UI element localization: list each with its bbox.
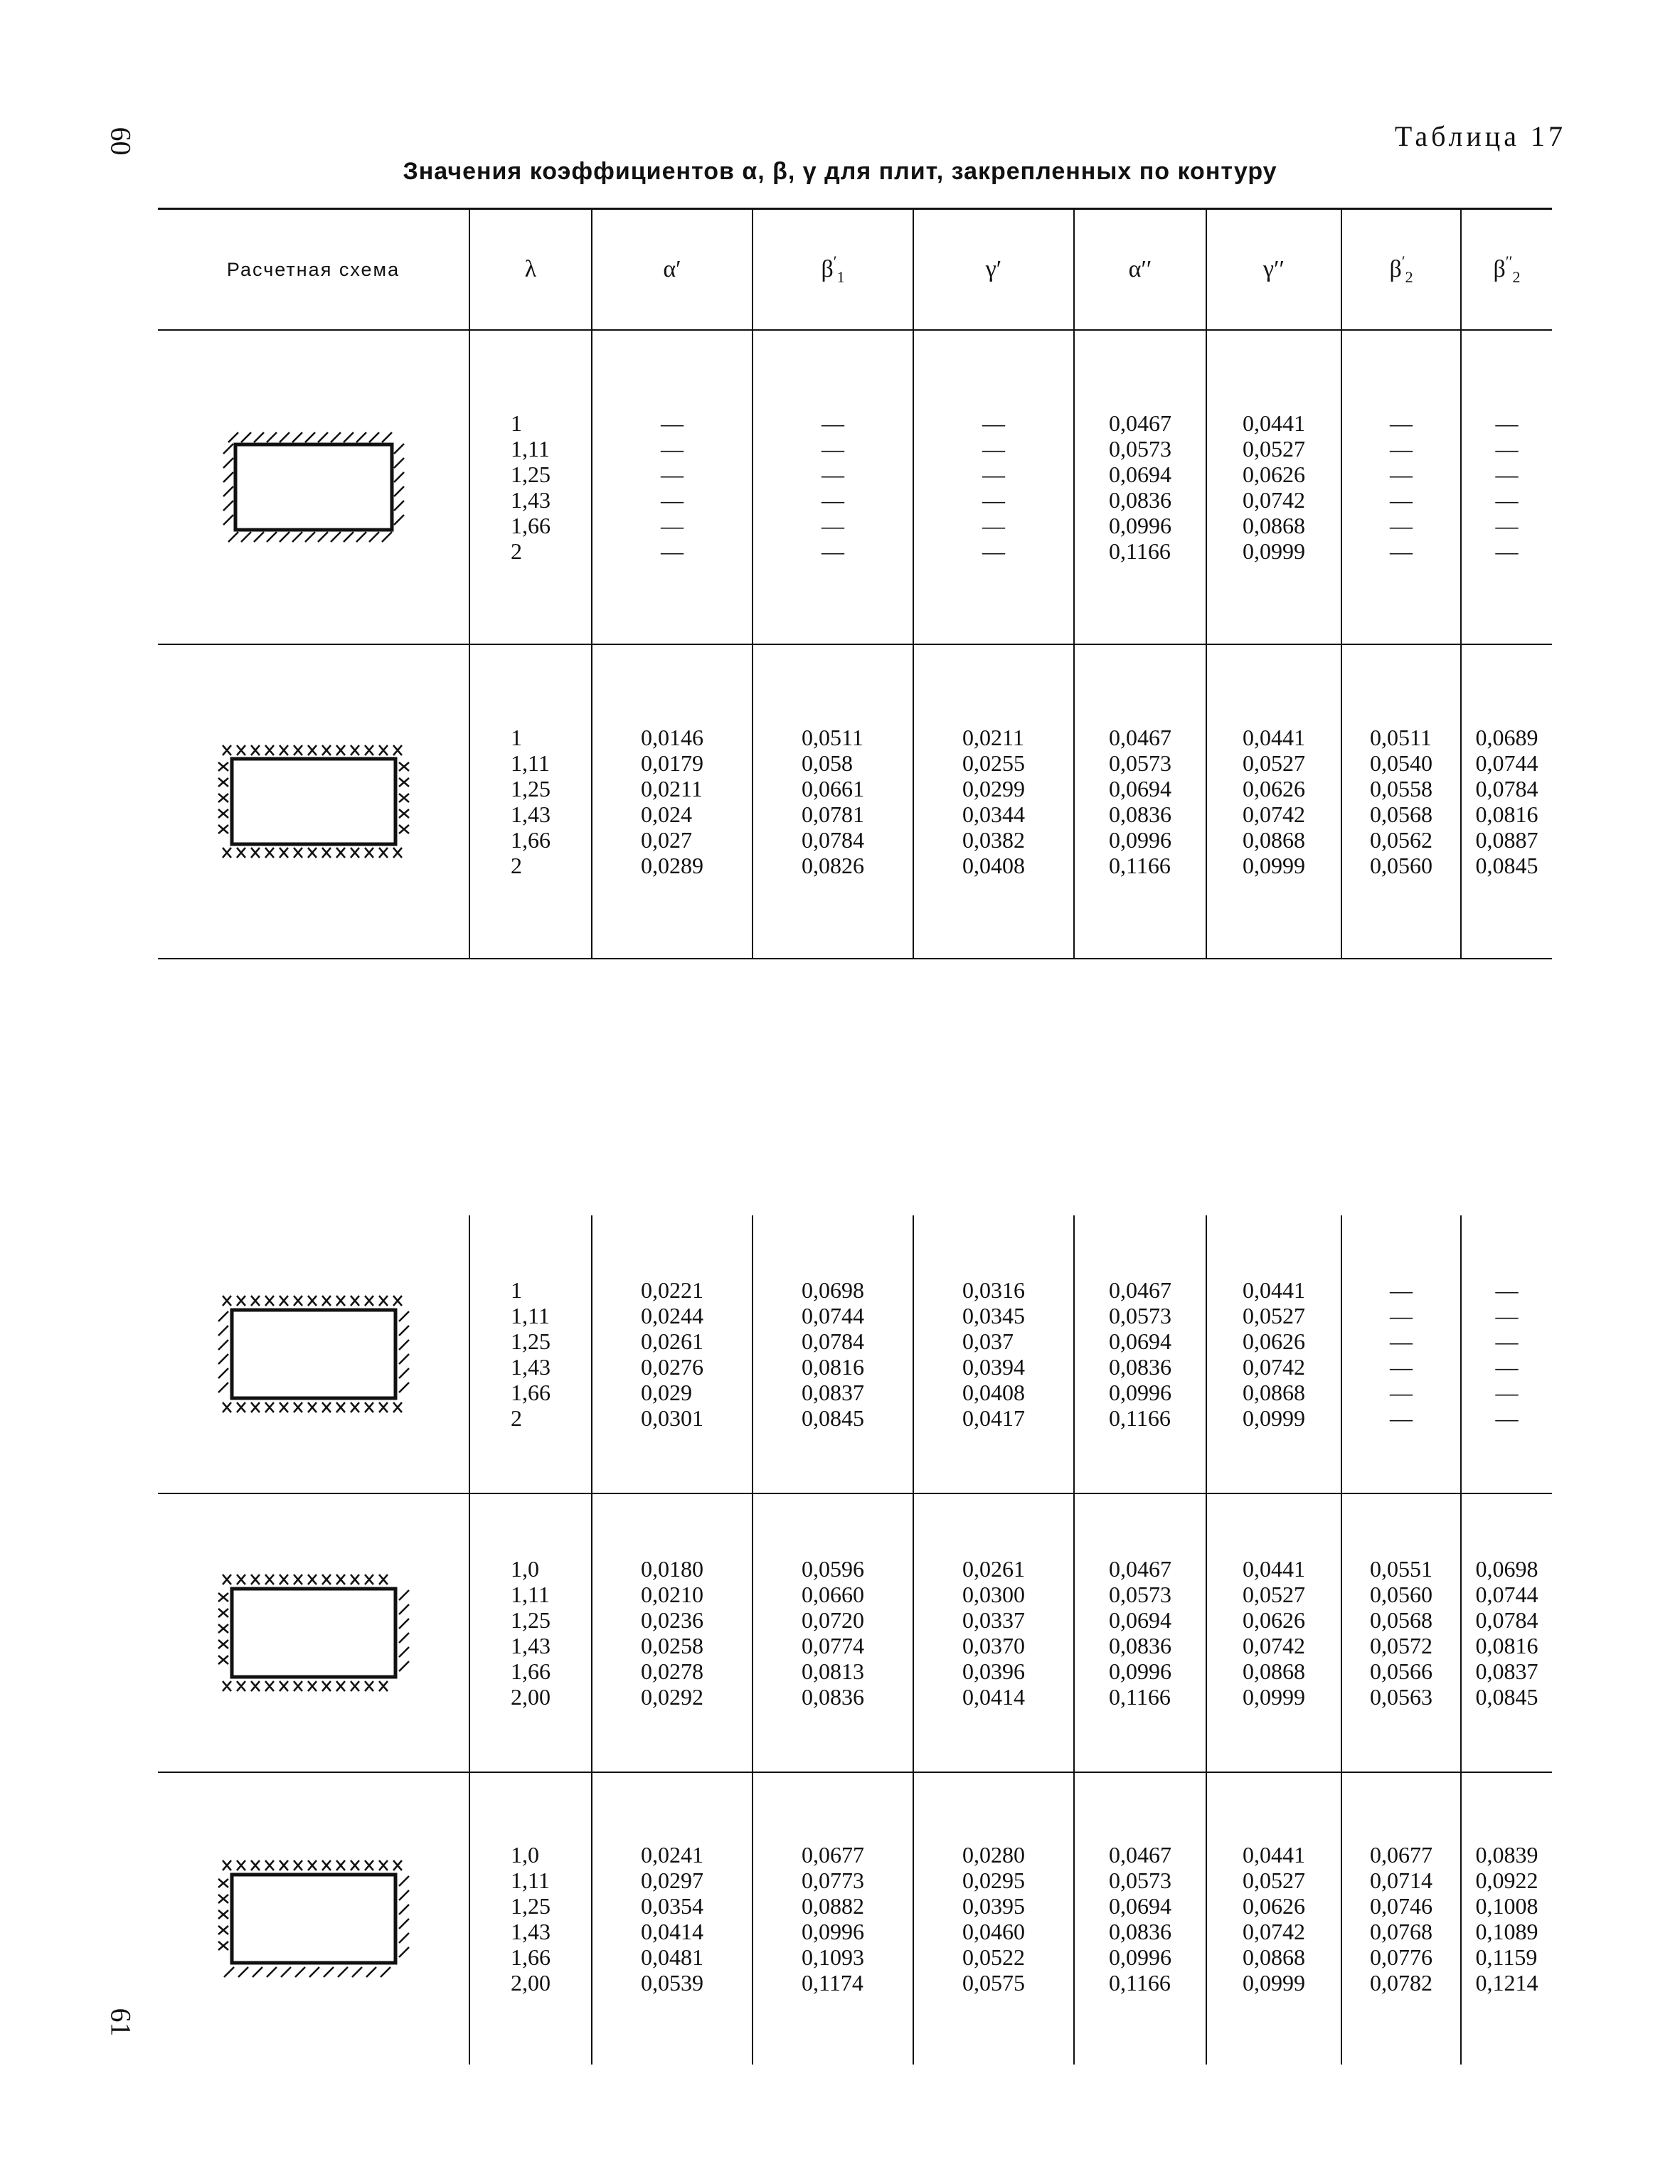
alpha1-values: 0,0241 0,0297 0,0354 0,0414 0,0481 0,0539: [641, 1842, 703, 1996]
scheme-cell: [158, 1493, 469, 1772]
lambda-values: 1 1,11 1,25 1,43 1,66 2: [511, 725, 551, 878]
header-lambda: λ: [469, 209, 592, 331]
alpha2-values: 0,0467 0,0573 0,0694 0,0836 0,0996 0,1166: [1109, 1277, 1171, 1431]
table-row: [158, 1493, 1552, 1772]
beta2-values: 0,0677 0,0714 0,0746 0,0768 0,0776 0,0782: [1370, 1842, 1432, 1996]
table-row: [158, 330, 1552, 644]
beta2-index: 2: [1405, 268, 1413, 286]
scheme-two-clamped-icon: [214, 1855, 413, 1983]
beta22-symbol: β: [1493, 256, 1506, 282]
beta1-prime: ′: [833, 252, 837, 270]
beta22-values: 0,0698 0,0744 0,0784 0,0816 0,0837 0,0845: [1475, 1556, 1538, 1710]
scheme-cell: [158, 1772, 469, 2065]
page-number-top: 60: [105, 127, 137, 156]
gamma2-values: 0,0441 0,0527 0,0626 0,0742 0,0868 0,0999: [1243, 410, 1305, 564]
alpha2-values: 0,0467 0,0573 0,0694 0,0836 0,0996 0,1166: [1109, 410, 1171, 564]
gamma1-values: 0,0316 0,0345 0,037 0,0394 0,0408 0,0417: [962, 1277, 1025, 1431]
alpha2-values: 0,0467 0,0573 0,0694 0,0836 0,0996 0,1166: [1109, 725, 1171, 878]
gamma2-values: 0,0441 0,0527 0,0626 0,0742 0,0868 0,0999: [1243, 1277, 1305, 1431]
beta1-index: 1: [836, 268, 845, 286]
beta2-values: 0,0511 0,0540 0,0558 0,0568 0,0562 0,0560: [1370, 725, 1432, 878]
beta1-values: 0,0698 0,0744 0,0784 0,0816 0,0837 0,0845: [802, 1277, 864, 1431]
table-label: Таблица 17: [1394, 120, 1566, 152]
alpha1-values: 0,0146 0,0179 0,0211 0,024 0,027 0,0289: [641, 725, 703, 878]
beta1-values: 0,0596 0,0660 0,0720 0,0774 0,0813 0,0836: [802, 1556, 864, 1710]
beta2-prime: ′: [1401, 252, 1405, 270]
gamma2-values: 0,0441 0,0527 0,0626 0,0742 0,0868 0,0999: [1243, 1556, 1305, 1710]
alpha1-values: 0,0180 0,0210 0,0236 0,0258 0,0278 0,0292: [641, 1556, 703, 1710]
table-row: [158, 1215, 1552, 1493]
table-gap: [158, 959, 1552, 1215]
beta2-values: — — — — — —: [1390, 1277, 1413, 1431]
table-caption: Значения коэффициентов α, β, γ для плит, закрепленных по контуру: [403, 158, 1277, 185]
alpha1-values: — — — — — —: [661, 410, 684, 564]
beta22-values: 0,0839 0,0922 0,1008 0,1089 0,1159 0,1214: [1475, 1842, 1538, 1996]
beta22-index: 2: [1512, 268, 1521, 286]
header-beta1: [753, 209, 913, 331]
alpha1-values: 0,0221 0,0244 0,0261 0,0276 0,029 0,0301: [641, 1277, 703, 1431]
scheme-all-clamped-icon: [214, 741, 413, 862]
scheme-cell: [158, 330, 469, 644]
header-gamma2: γ′′: [1206, 209, 1341, 331]
beta1-values: — — — — — —: [822, 410, 844, 564]
beta1-symbol: β: [821, 256, 834, 282]
gamma2-values: 0,0441 0,0527 0,0626 0,0742 0,0868 0,0999: [1243, 1842, 1305, 1996]
header-gamma1: γ′: [913, 209, 1074, 331]
coefficients-table: [158, 208, 1552, 2065]
gamma1-values: 0,0280 0,0295 0,0395 0,0460 0,0522 0,0575: [962, 1842, 1025, 1996]
gamma2-values: 0,0441 0,0527 0,0626 0,0742 0,0868 0,0999: [1243, 725, 1305, 878]
beta1-values: 0,0511 0,058 0,0661 0,0781 0,0784 0,0826: [802, 725, 864, 878]
table-row: [158, 644, 1552, 959]
table-row: [158, 1772, 1552, 2065]
lambda-values: 1,0 1,11 1,25 1,43 1,66 2,00: [511, 1556, 551, 1710]
scheme-three-clamped-icon: [214, 1569, 413, 1697]
beta2-values: — — — — — —: [1390, 410, 1413, 564]
header-row: [158, 209, 1552, 331]
gamma1-values: — — — — — —: [982, 410, 1005, 564]
beta22-values: 0,0689 0,0744 0,0784 0,0816 0,0887 0,0845: [1475, 725, 1538, 878]
gamma1-values: 0,0211 0,0255 0,0299 0,0344 0,0382 0,0408: [962, 725, 1025, 878]
alpha2-values: 0,0467 0,0573 0,0694 0,0836 0,0996 0,1166: [1109, 1842, 1171, 1996]
scheme-top-bottom-clamped-icon: [214, 1290, 413, 1418]
beta22-values: — — — — — —: [1495, 1277, 1519, 1431]
scheme-cell: [158, 1215, 469, 1493]
header-alpha2: α′′: [1074, 209, 1206, 331]
beta1-values: 0,0677 0,0773 0,0882 0,0996 0,1093 0,1174: [802, 1842, 864, 1996]
header-beta22: [1461, 209, 1552, 331]
lambda-values: 1,0 1,11 1,25 1,43 1,66 2,00: [511, 1842, 551, 1996]
header-schema: Расчетная схема: [158, 209, 469, 331]
scheme-hinged-left-icon: [221, 427, 406, 548]
page-number-bottom: 61: [105, 2008, 137, 2037]
lambda-values: 1 1,11 1,25 1,43 1,66 2: [511, 410, 551, 564]
beta2-symbol: β: [1389, 256, 1402, 282]
beta22-primes: ′′: [1505, 252, 1513, 270]
header-beta2: [1341, 209, 1461, 331]
scheme-cell: [158, 644, 469, 959]
lambda-values: 1 1,11 1,25 1,43 1,66 2: [511, 1277, 551, 1431]
beta22-values: — — — — — —: [1495, 410, 1519, 564]
alpha2-values: 0,0467 0,0573 0,0694 0,0836 0,0996 0,1166: [1109, 1556, 1171, 1710]
header-alpha1: α′: [592, 209, 753, 331]
beta2-values: 0,0551 0,0560 0,0568 0,0572 0,0566 0,0563: [1370, 1556, 1432, 1710]
gamma1-values: 0,0261 0,0300 0,0337 0,0370 0,0396 0,0414: [962, 1556, 1025, 1710]
